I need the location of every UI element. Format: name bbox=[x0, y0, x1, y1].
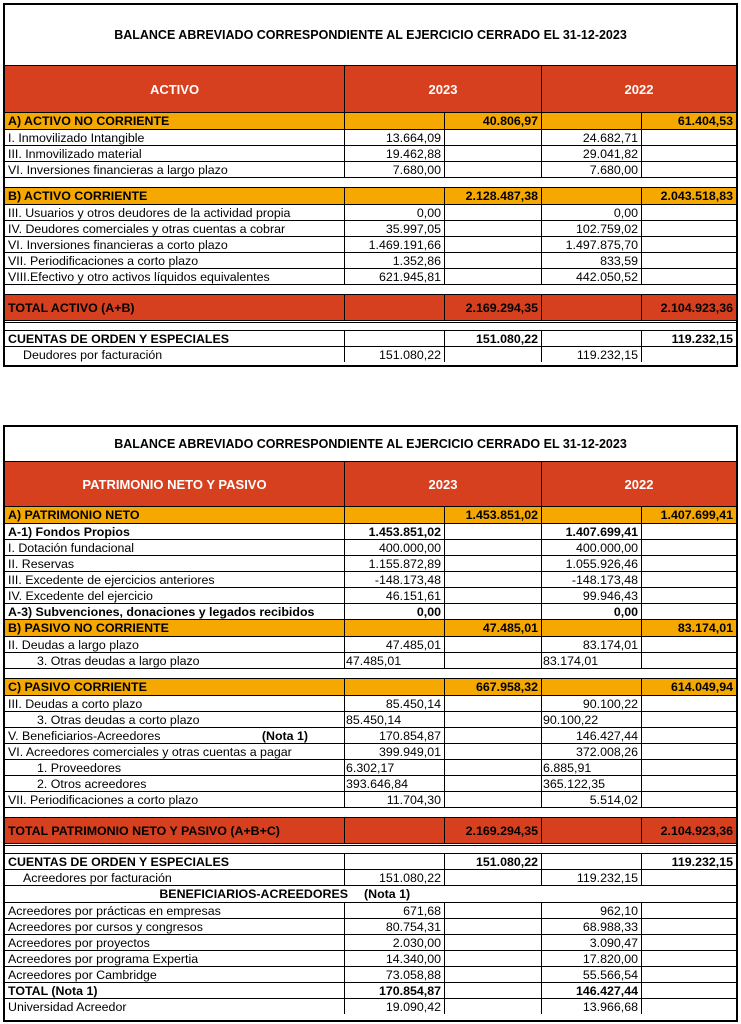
value-2022: -148.173,48 bbox=[542, 572, 642, 587]
table-row bbox=[5, 220, 736, 236]
total-2022: 2.104.923,36 bbox=[660, 824, 733, 838]
table-row bbox=[5, 934, 736, 950]
value-2023: 2.030,00 bbox=[345, 935, 445, 950]
total-2023 bbox=[445, 524, 542, 539]
value-2023: 85.450,14 bbox=[345, 712, 445, 727]
value-2023: 393.646,84 bbox=[345, 776, 445, 791]
table-row bbox=[5, 236, 736, 252]
total-2023 bbox=[445, 253, 542, 268]
value-2022 bbox=[542, 620, 642, 636]
row-label: Acreedores por proyectos bbox=[5, 935, 345, 950]
value-2023: 671,68 bbox=[345, 903, 445, 918]
row-label: 2. Otros acreedores bbox=[5, 776, 345, 791]
row-label: 1. Proveedores bbox=[5, 760, 345, 775]
total-2023 bbox=[445, 269, 542, 284]
row-label: IV. Excedente del ejercicio bbox=[5, 588, 345, 603]
total-2023 bbox=[445, 653, 542, 668]
value-2022: 119.232,15 bbox=[542, 870, 642, 885]
header-year-2023: 2023 bbox=[345, 462, 542, 506]
total-2023 bbox=[445, 221, 542, 236]
value-2023: 11.704,30 bbox=[345, 792, 445, 807]
table-row bbox=[5, 759, 736, 775]
value-2022 bbox=[542, 679, 642, 695]
row-label: VI. Acreedores comerciales y otras cuentas a pagar bbox=[5, 744, 345, 759]
total-2022 bbox=[642, 253, 736, 268]
total-2022 bbox=[642, 130, 736, 145]
total-2022: 2.104.923,36 bbox=[660, 301, 733, 315]
header-year-2022: 2022 bbox=[624, 81, 654, 97]
row-label: CUENTAS DE ORDEN Y ESPECIALES bbox=[5, 854, 345, 869]
table-row bbox=[5, 982, 736, 998]
value-2022 bbox=[542, 331, 642, 346]
value-2022: 962,10 bbox=[542, 903, 642, 918]
value-2023: 1.352,86 bbox=[345, 253, 445, 268]
row-label: TOTAL (Nota 1) bbox=[5, 983, 345, 998]
header-label: ACTIVO bbox=[5, 66, 345, 112]
sheet-title: BALANCE ABREVIADO CORRESPONDIENTE AL EJERCICIO CERRADO EL 31-12-2023 bbox=[114, 28, 627, 42]
value-2023: 46.151,61 bbox=[345, 588, 445, 603]
value-2022 bbox=[542, 854, 642, 869]
total-2023 bbox=[445, 162, 542, 177]
value-2022 bbox=[542, 188, 642, 204]
total-2023 bbox=[445, 696, 542, 711]
row-label: VIII.Efectivo y otro activos líquidos equivalentes bbox=[5, 269, 345, 284]
row-label: III. Excedente de ejercicios anteriores bbox=[5, 572, 345, 587]
total-2023: 1.453.851,02 bbox=[445, 507, 542, 523]
section-row bbox=[5, 112, 736, 129]
total-2023 bbox=[445, 776, 542, 791]
row-label: VII. Periodificaciones a corto plazo bbox=[5, 792, 345, 807]
total-2022 bbox=[642, 653, 736, 668]
total-row bbox=[5, 817, 736, 843]
value-2022: 6.885,91 bbox=[542, 760, 642, 775]
header-label: PATRIMONIO NETO Y PASIVO bbox=[5, 462, 345, 506]
total-2023 bbox=[445, 347, 542, 362]
total-2022 bbox=[642, 540, 736, 555]
table-row bbox=[5, 330, 736, 346]
total-2022 bbox=[642, 967, 736, 982]
row-label: III. Deudas a corto plazo bbox=[5, 696, 345, 711]
total-2023 bbox=[445, 951, 542, 966]
value-2023: 1.469.191,66 bbox=[345, 237, 445, 252]
spacer-row bbox=[5, 668, 736, 678]
section-row bbox=[5, 506, 736, 523]
header-year-2023: 2023 bbox=[345, 66, 542, 112]
value-2022: 17.820,00 bbox=[542, 951, 642, 966]
value-2023: 151.080,22 bbox=[345, 347, 445, 362]
value-2022: 24.682,71 bbox=[542, 130, 642, 145]
value-2023: 19.462,88 bbox=[345, 146, 445, 161]
spacer-row bbox=[5, 177, 736, 187]
total-2023 bbox=[445, 728, 542, 743]
total-2022 bbox=[642, 999, 736, 1014]
total-2022: 2.043.518,83 bbox=[642, 188, 736, 204]
value-2022: 3.090,47 bbox=[542, 935, 642, 950]
total-2023 bbox=[445, 712, 542, 727]
activo-rows bbox=[5, 112, 736, 362]
row-label: C) PASIVO CORRIENTE bbox=[5, 679, 345, 695]
row-label: Acreedores por Cambridge bbox=[5, 967, 345, 982]
row-label: Acreedores por prácticas en empresas bbox=[5, 903, 345, 918]
value-2022: 1.055.926,46 bbox=[542, 556, 642, 571]
table-row bbox=[5, 743, 736, 759]
value-2023: 170.854,87 bbox=[345, 983, 445, 998]
value-2023: 19.090,42 bbox=[345, 999, 445, 1014]
table-row bbox=[5, 966, 736, 982]
total-2022 bbox=[642, 951, 736, 966]
total-2023 bbox=[445, 604, 542, 619]
table-row bbox=[5, 603, 736, 619]
total-2023: 2.169.294,35 bbox=[445, 295, 542, 320]
total-2023 bbox=[445, 130, 542, 145]
table-row bbox=[5, 727, 736, 743]
value-2023: 80.754,31 bbox=[345, 919, 445, 934]
row-label: A-3) Subvenciones, donaciones y legados recibidos bbox=[5, 604, 345, 619]
total-2022 bbox=[642, 637, 736, 652]
total-2023: 40.806,97 bbox=[445, 113, 542, 129]
total-2023: 2.128.487,38 bbox=[445, 188, 542, 204]
header-year-2022: 2022 bbox=[624, 476, 654, 492]
total-2023 bbox=[445, 146, 542, 161]
value-2022 bbox=[542, 295, 642, 320]
table-row bbox=[5, 268, 736, 284]
total-2022 bbox=[642, 712, 736, 727]
row-label: III. Inmovilizado material bbox=[5, 146, 345, 161]
value-2022: 99.946,43 bbox=[542, 588, 642, 603]
value-2023: 621.945,81 bbox=[345, 269, 445, 284]
total-2022 bbox=[642, 162, 736, 177]
value-2023: 14.340,00 bbox=[345, 951, 445, 966]
total-2023 bbox=[445, 792, 542, 807]
total-2022 bbox=[642, 870, 736, 885]
row-label: II. Deudas a largo plazo bbox=[5, 637, 345, 652]
total-2023 bbox=[445, 870, 542, 885]
total-2023 bbox=[445, 919, 542, 934]
activo-balance-sheet bbox=[3, 3, 738, 367]
total-2023 bbox=[445, 572, 542, 587]
value-2023: 151.080,22 bbox=[345, 870, 445, 885]
value-2023: 400.000,00 bbox=[345, 540, 445, 555]
value-2023: 170.854,87 bbox=[345, 728, 445, 743]
value-2023: 47.485,01 bbox=[345, 653, 445, 668]
value-2022: 13.966,68 bbox=[542, 999, 642, 1014]
value-2022: 83.174,01 bbox=[542, 637, 642, 652]
value-2023 bbox=[345, 295, 445, 320]
value-2022: 102.759,02 bbox=[542, 221, 642, 236]
table-row bbox=[5, 571, 736, 587]
value-2022: 372.008,26 bbox=[542, 744, 642, 759]
value-2022 bbox=[542, 818, 642, 843]
total-2022 bbox=[642, 903, 736, 918]
value-2022: 0,00 bbox=[542, 604, 642, 619]
total-2023 bbox=[445, 637, 542, 652]
table-row bbox=[5, 902, 736, 918]
row-label: VI. Inversiones financieras a largo plazo bbox=[5, 162, 345, 177]
row-label: CUENTAS DE ORDEN Y ESPECIALES bbox=[5, 331, 345, 346]
total-2022 bbox=[642, 146, 736, 161]
total-row bbox=[5, 294, 736, 320]
total-2022 bbox=[642, 919, 736, 934]
row-label: III. Usuarios y otros deudores de la actividad propia bbox=[5, 205, 345, 220]
table-row bbox=[5, 918, 736, 934]
row-label: A) PATRIMONIO NETO bbox=[5, 507, 345, 523]
row-label: 3. Otras deudas a largo plazo bbox=[5, 653, 345, 668]
section-row bbox=[5, 619, 736, 636]
value-2022: 833,59 bbox=[542, 253, 642, 268]
row-label: 3. Otras deudas a corto plazo bbox=[5, 712, 345, 727]
value-2022: 55.566,54 bbox=[542, 967, 642, 982]
total-2023 bbox=[445, 935, 542, 950]
value-2023 bbox=[345, 507, 445, 523]
value-2023 bbox=[345, 818, 445, 843]
total-2022 bbox=[642, 792, 736, 807]
value-2023 bbox=[345, 620, 445, 636]
value-2022: 400.000,00 bbox=[542, 540, 642, 555]
table-row bbox=[5, 636, 736, 652]
spacer-row bbox=[5, 320, 736, 330]
value-2023: 47.485,01 bbox=[345, 637, 445, 652]
total-2023 bbox=[445, 999, 542, 1014]
total-2022: 61.404,53 bbox=[642, 113, 736, 129]
total-2022 bbox=[642, 347, 736, 362]
table-row bbox=[5, 950, 736, 966]
total-2022: 83.174,01 bbox=[642, 620, 736, 636]
subtable-title bbox=[5, 885, 736, 902]
spacer-row bbox=[5, 284, 736, 294]
total-2023 bbox=[445, 744, 542, 759]
total-2022 bbox=[642, 556, 736, 571]
total-2022 bbox=[642, 588, 736, 603]
row-label: Acreedores por cursos y congresos bbox=[5, 919, 345, 934]
row-label: Deudores por facturación bbox=[5, 347, 345, 362]
row-label: TOTAL ACTIVO (A+B) bbox=[5, 295, 345, 320]
row-label: B) ACTIVO CORRIENTE bbox=[5, 188, 345, 204]
total-2022 bbox=[642, 205, 736, 220]
value-2023: 1.155.872,89 bbox=[345, 556, 445, 571]
value-2022: 1.407.699,41 bbox=[542, 524, 642, 539]
row-label: VI. Inversiones financieras a corto plazo bbox=[5, 237, 345, 252]
value-2022: 1.497.875,70 bbox=[542, 237, 642, 252]
value-2023: 6.302,17 bbox=[345, 760, 445, 775]
row-label: A) ACTIVO NO CORRIENTE bbox=[5, 113, 345, 129]
total-2022 bbox=[642, 269, 736, 284]
value-2022: 68.988,33 bbox=[542, 919, 642, 934]
value-2023 bbox=[345, 188, 445, 204]
table-row bbox=[5, 346, 736, 362]
table-row bbox=[5, 775, 736, 791]
row-label: B) PASIVO NO CORRIENTE bbox=[5, 620, 345, 636]
value-2022: 146.427,44 bbox=[542, 983, 642, 998]
table-row bbox=[5, 791, 736, 807]
subtable-title-label: BENEFICIARIOS-ACREEDORES bbox=[159, 887, 348, 901]
spacer-row bbox=[5, 807, 736, 817]
subtable-title-note: (Nota 1) bbox=[364, 887, 411, 901]
value-2023: 1.453.851,02 bbox=[345, 524, 445, 539]
table-row bbox=[5, 252, 736, 268]
total-2022 bbox=[642, 696, 736, 711]
value-2022: 365.122,35 bbox=[542, 776, 642, 791]
table-row bbox=[5, 555, 736, 571]
table-row bbox=[5, 652, 736, 668]
table-row bbox=[5, 523, 736, 539]
pasivo-balance-sheet bbox=[3, 425, 738, 1022]
total-2022 bbox=[642, 572, 736, 587]
table-row bbox=[5, 853, 736, 869]
table-row bbox=[5, 587, 736, 603]
sheet-title: BALANCE ABREVIADO CORRESPONDIENTE AL EJERCICIO CERRADO EL 31-12-2023 bbox=[114, 437, 627, 451]
row-label: Universidad Acreedor bbox=[5, 999, 345, 1014]
value-2022 bbox=[542, 113, 642, 129]
total-2022 bbox=[642, 935, 736, 950]
row-label: Acreedores por programa Expertia bbox=[5, 951, 345, 966]
total-2022 bbox=[642, 744, 736, 759]
row-label: A-1) Fondos Propios bbox=[5, 524, 345, 539]
total-2023 bbox=[445, 556, 542, 571]
table-row bbox=[5, 145, 736, 161]
spacer-row bbox=[5, 843, 736, 853]
value-2022: 119.232,15 bbox=[542, 347, 642, 362]
value-2023: 0,00 bbox=[345, 205, 445, 220]
total-2022 bbox=[642, 604, 736, 619]
value-2023: 35.997,05 bbox=[345, 221, 445, 236]
row-label: I. Inmovilizado Intangible bbox=[5, 130, 345, 145]
total-2023 bbox=[445, 588, 542, 603]
value-2023: 399.949,01 bbox=[345, 744, 445, 759]
total-2022: 614.049,94 bbox=[642, 679, 736, 695]
value-2023: 73.058,88 bbox=[345, 967, 445, 982]
table-row bbox=[5, 204, 736, 220]
table-row bbox=[5, 539, 736, 555]
total-2022 bbox=[642, 237, 736, 252]
total-2023 bbox=[445, 237, 542, 252]
value-2023: 13.664,09 bbox=[345, 130, 445, 145]
value-2023: 85.450,14 bbox=[345, 696, 445, 711]
value-2023: 7.680,00 bbox=[345, 162, 445, 177]
total-2022 bbox=[642, 221, 736, 236]
row-label bbox=[5, 728, 345, 743]
value-2023: 0,00 bbox=[345, 604, 445, 619]
value-2023 bbox=[345, 854, 445, 869]
row-label: Acreedores por facturación bbox=[5, 870, 345, 885]
section-row bbox=[5, 187, 736, 204]
total-2022: 119.232,15 bbox=[671, 855, 733, 869]
row-label-text: V. Beneficiarios-Acreedores bbox=[8, 729, 161, 743]
pasivo-rows bbox=[5, 506, 736, 1014]
value-2022: 0,00 bbox=[542, 205, 642, 220]
total-2022 bbox=[642, 728, 736, 743]
table-row bbox=[5, 711, 736, 727]
table-row bbox=[5, 869, 736, 885]
section-row bbox=[5, 678, 736, 695]
row-label: VII. Periodificaciones a corto plazo bbox=[5, 253, 345, 268]
value-2023 bbox=[345, 113, 445, 129]
total-2023: 151.080,22 bbox=[445, 331, 542, 346]
total-2022 bbox=[642, 524, 736, 539]
value-2022: 146.427,44 bbox=[542, 728, 642, 743]
total-2023 bbox=[445, 903, 542, 918]
column-header bbox=[5, 65, 736, 112]
total-2023: 47.485,01 bbox=[445, 620, 542, 636]
total-2023: 151.080,22 bbox=[445, 854, 542, 869]
value-2022: 5.514,02 bbox=[542, 792, 642, 807]
note-reference: (Nota 1) bbox=[261, 729, 308, 743]
table-row bbox=[5, 695, 736, 711]
value-2023 bbox=[345, 679, 445, 695]
total-2022 bbox=[642, 983, 736, 998]
total-2023 bbox=[445, 540, 542, 555]
value-2022: 90.100,22 bbox=[542, 696, 642, 711]
table-row bbox=[5, 998, 736, 1014]
row-label: IV. Deudores comerciales y otras cuentas a cobrar bbox=[5, 221, 345, 236]
value-2022: 442.050,52 bbox=[542, 269, 642, 284]
value-2023 bbox=[345, 331, 445, 346]
row-label: I. Dotación fundacional bbox=[5, 540, 345, 555]
column-header bbox=[5, 461, 736, 506]
total-2023 bbox=[445, 983, 542, 998]
value-2022: 7.680,00 bbox=[542, 162, 642, 177]
value-2022: 29.041,82 bbox=[542, 146, 642, 161]
total-2022: 1.407.699,41 bbox=[642, 507, 736, 523]
total-2023 bbox=[445, 967, 542, 982]
total-2023 bbox=[445, 205, 542, 220]
value-2023: -148.173,48 bbox=[345, 572, 445, 587]
value-2022: 90.100,22 bbox=[542, 712, 642, 727]
total-2023: 667.958,32 bbox=[445, 679, 542, 695]
row-label: TOTAL PATRIMONIO NETO Y PASIVO (A+B+C) bbox=[5, 818, 345, 843]
value-2022 bbox=[542, 507, 642, 523]
total-2022: 119.232,15 bbox=[671, 332, 733, 346]
table-row bbox=[5, 129, 736, 145]
row-label: II. Reservas bbox=[5, 556, 345, 571]
total-2022 bbox=[642, 776, 736, 791]
value-2022: 83.174,01 bbox=[542, 653, 642, 668]
total-2023: 2.169.294,35 bbox=[445, 818, 542, 843]
total-2023 bbox=[445, 760, 542, 775]
total-2022 bbox=[642, 760, 736, 775]
table-row bbox=[5, 161, 736, 177]
